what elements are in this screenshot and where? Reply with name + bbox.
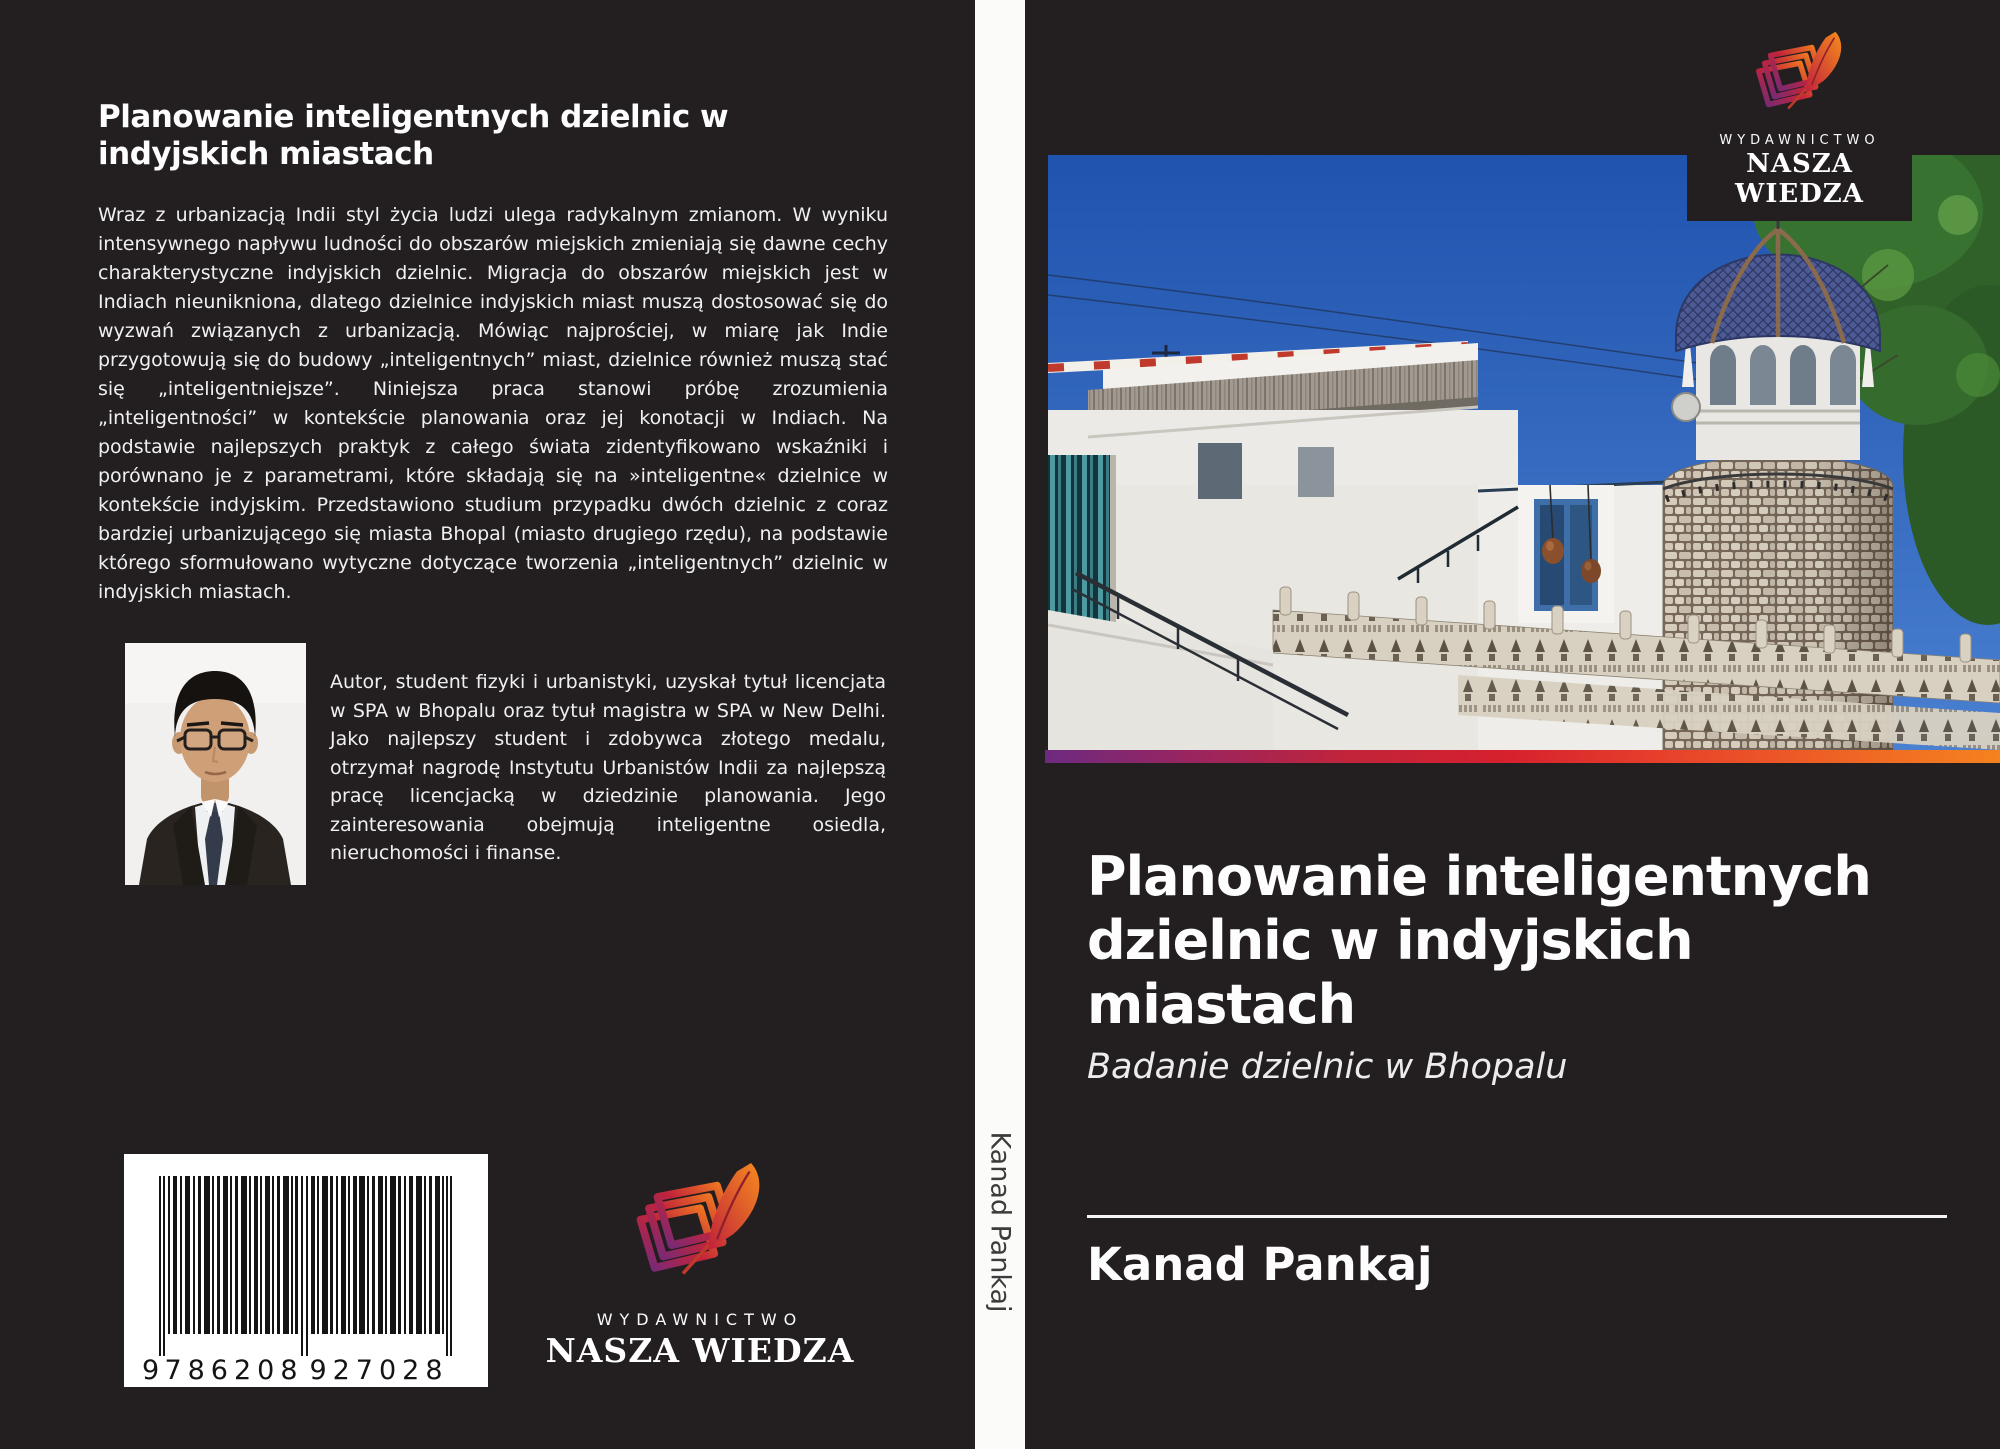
barcode [124, 1154, 488, 1387]
front-title: Planowanie inteligentnych dzielnic w indyjskich miastach [1087, 844, 1871, 1036]
barcode-digits-group1: 786208 [164, 1355, 304, 1386]
hanging-pot [1581, 559, 1601, 583]
publisher-logo-back [540, 1156, 860, 1370]
publisher-name-line1: WYDAWNICTWO [1719, 133, 1880, 148]
back-cover-title: Planowanie inteligentnych dzielnic w indyjskich miastach [98, 98, 729, 172]
author-divider-rule [1087, 1215, 1947, 1218]
barcode-digits-group2: 927028 [309, 1355, 449, 1386]
accent-gradient-bar [1045, 750, 2000, 763]
hanging-pot [1542, 538, 1564, 564]
back-cover [0, 0, 975, 1449]
front-subtitle: Badanie dzielnic w Bhopalu [1087, 1047, 1568, 1087]
barcode-digit-lead: 9 [142, 1355, 160, 1386]
publisher-logo-front [1687, 0, 1912, 221]
author-bio: Autor, student fizyki i urbanistyki, uzyskał tytuł licencjata w SPA w Bhopalu oraz tytuł magistra w SPA w New Delhi. Jako najlepszy student i zdobywca złotego medalu, otrzymał nagrodę Instytutu Urbanistów Indii za najlepszą pracę licencjacką w dziedzinie planowania. Jego zainteresowania obejmują inteligentne osiedla, nieruchomości i finanse. [330, 671, 886, 864]
author-portrait-illustration [125, 643, 306, 885]
cover-photo [1048, 155, 2000, 750]
spine-author: Kanad Pankaj [984, 1131, 1016, 1313]
books-feather-icon [615, 1156, 785, 1306]
publisher-name-line2: NASZA WIEDZA [1735, 149, 1864, 209]
back-cover-description: Wraz z urbanizacją Indii styl życia ludzi ulega radykalnym zmianom. W wyniku intensywnego napływu ludności do obszarów miejskich zmieniają się dawne cechy charakterystyczne indyjskich dzielnic. Migracja do obszarów miejskich jest w Indiach nieunikniona, dlatego dzielnice indyjskich miast muszą dostosować się do wyzwań związanych z urbanizacją. Mówiąc najprościej, w miarę jak Indie przygotowują się do budowy „inteligentnych” miast, dzielnice również muszą stać się „inteligentniejsze”. Niniejsza praca stanowi próbę zrozumienia „inteligentności” w kontekście planowania oraz jej konotacji w Indiach. Na podstawie najlepszych praktyk z całego świata zidentyfikowano wskaźniki i porównano je z parametrami, które składają się na »inteligentne« dzielnice w kontekście indyjskim. Przedstawiono studium przypadku dwóch dzielnic z coraz bardziej urbanizującego się miasta Bhopal (miasto drugiego rzędu), na podstawie którego sformułowano wytyczne dotyczące tworzenia „inteligentnych” dzielnic w indyjskich miastach. [98, 204, 888, 603]
cover-photo-illustration [1048, 155, 2000, 750]
front-author-name: Kanad Pankaj [1087, 1238, 1433, 1291]
front-cover [1025, 0, 2000, 1449]
publisher-name-line2: NASZA WIEDZA [545, 1331, 855, 1370]
author-portrait-photo [125, 643, 306, 885]
barcode-bars [124, 1154, 488, 1387]
publisher-name-line1: WYDAWNICTWO [596, 1310, 804, 1329]
books-feather-icon [1741, 28, 1859, 130]
satellite-dish [1672, 393, 1700, 421]
